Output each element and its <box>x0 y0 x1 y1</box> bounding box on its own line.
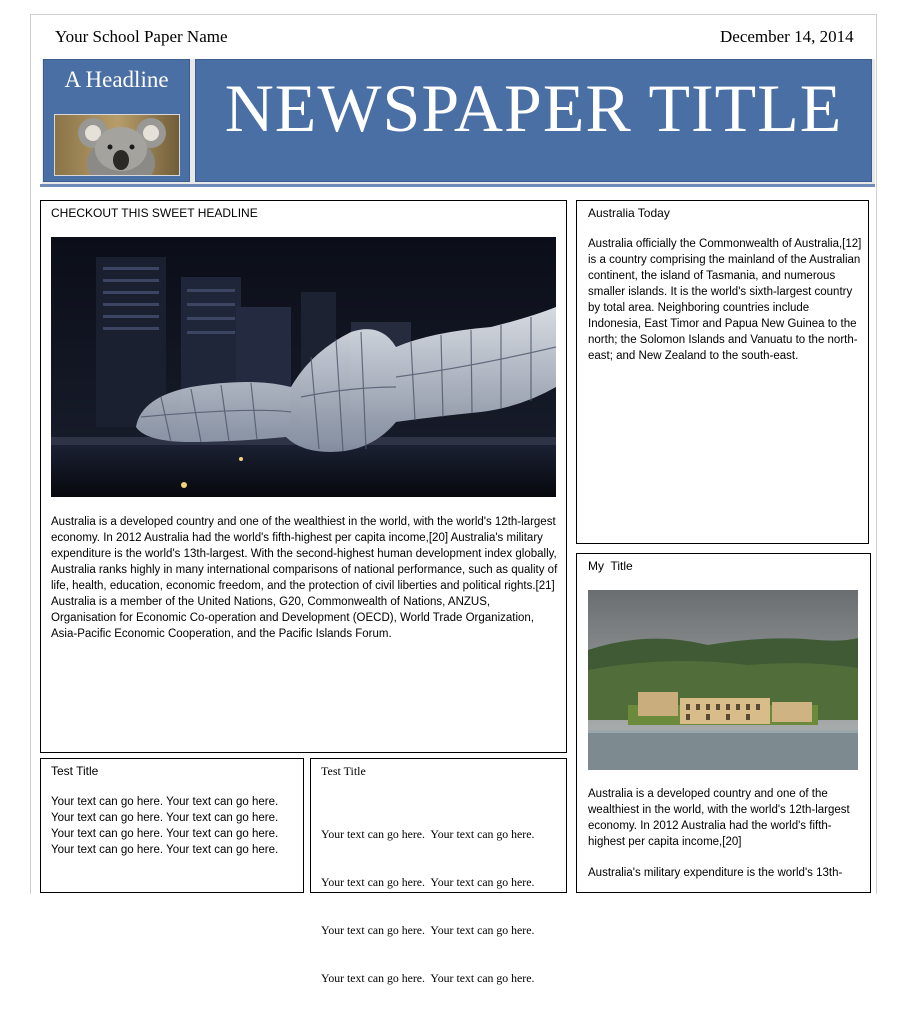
test-box-right-line: Your text can go here. Your text can go here. <box>321 923 535 937</box>
newspaper-title-banner[interactable] <box>195 59 872 182</box>
test-box-left-line: Your text can go here. Your text can go here. <box>51 828 279 840</box>
side-headline: A Headline <box>64 67 169 92</box>
test-box-right-line: Your text can go here. Your text can go here. <box>321 827 535 841</box>
main-article-title: CHECKOUT THIS SWEET HEADLINE <box>51 206 258 220</box>
my-title-box[interactable] <box>576 553 871 893</box>
test-box-right-title: Test Title <box>321 764 366 778</box>
issue-date: December 14, 2014 <box>720 27 854 46</box>
australia-today-body: Australia officially the Commonwealth of Australia,[12] is a country comprising the mainland of the Australian continent, the island of Tasmania, and numerous smaller islands. It is the world's sixth-largest country by total area. Neighboring countries include Indonesia, East Timor and Papua New Guinea to the north; the Solomon Islands and Vanuatu to the north-east; and New Zealand to the south-east. <box>588 238 862 362</box>
banner-underline <box>40 184 875 187</box>
test-box-left-line: Your text can go here. Your text can go here. <box>51 844 279 856</box>
australia-today-box[interactable] <box>576 200 869 544</box>
my-title-para-1: Australia is a developed country and one of the wealthiest in the world, with the world's 12th-largest economy. In 2012 Australia had the world's fifth-highest per capita income,[20] <box>588 788 850 848</box>
test-box-right-body <box>321 794 566 1018</box>
newspaper-title: NEWSPAPER TITLE <box>224 70 843 146</box>
main-article-box[interactable] <box>40 200 567 753</box>
port-arthur-image <box>588 590 858 770</box>
test-box-right[interactable] <box>310 758 567 985</box>
test-box-left[interactable] <box>40 758 304 893</box>
australia-today-title: Australia Today <box>588 206 670 220</box>
koala-image <box>54 114 180 176</box>
test-box-right-line: Your text can go here. Your text can go here. <box>321 971 535 985</box>
test-box-left-title: Test Title <box>51 764 99 778</box>
test-box-right-line: Your text can go here. Your text can go here. <box>321 875 535 889</box>
my-title-heading: My Title <box>588 559 633 573</box>
main-article-body: Australia is a developed country and one of the wealthiest in the world, with the world's 12th-largest economy. In 2012 Australia had the world's fifth-highest per capita income,[20] Australia's military expenditure is the world's 13th-largest. With the second-highest human development index globally, Australia ranks highly in many international comparisons of national performance, such as quality of life, health, education, economic freedom, and the protection of civil liberties and political rights.[21] Australia is a member of the United Nations, G20, Commonwealth of Nations, ANZUS, Organisation for Economic Co-operation and Development (OECD), World Trade Organization, Asia-Pacific Economic Cooperation, and the Pacific Islands Forum. <box>51 516 558 640</box>
test-box-left-line: Your text can go here. Your text can go here. <box>51 812 279 824</box>
my-title-para-2: Australia's military expenditure is the world's 13th- <box>588 867 843 879</box>
test-box-left-body <box>51 794 301 858</box>
night-bridge-image <box>51 237 556 497</box>
test-box-left-line: Your text can go here. Your text can go here. <box>51 796 279 808</box>
side-headline-box[interactable] <box>43 59 190 182</box>
school-paper-name: Your School Paper Name <box>55 27 228 46</box>
